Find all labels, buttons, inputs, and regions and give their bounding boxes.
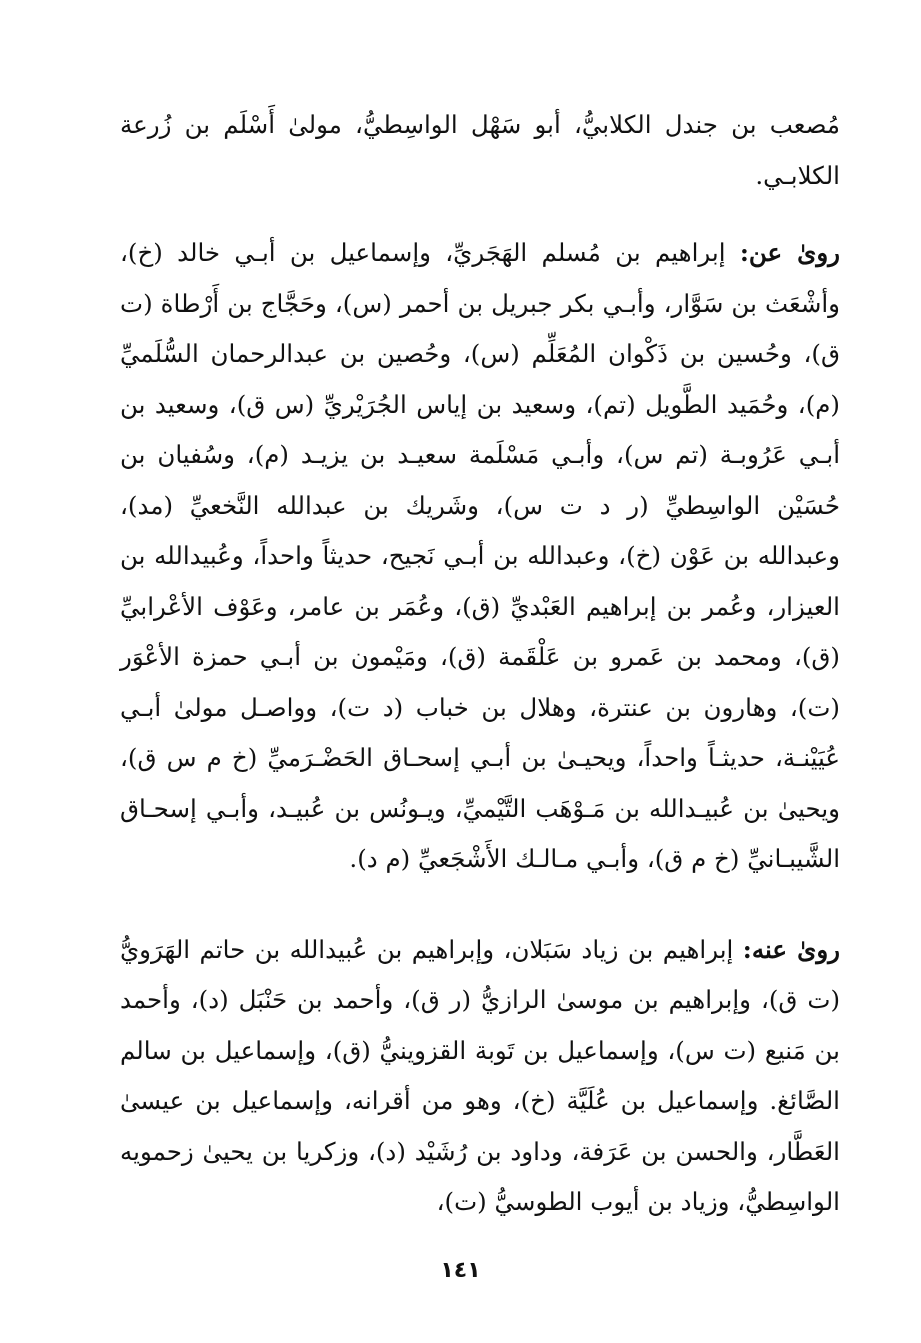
narrated-by-label: روىٰ عنه: (742, 934, 840, 964)
narrated-from-label: روىٰ عن: (739, 238, 841, 267)
narrated-by-paragraph (120, 925, 840, 1228)
narrated-by-text: إبراهيم بن زياد سَبَلان، وإبراهيم بن عُبيدالله بن حاتم الهَرَويُّ (ت ق)، وإبراهيم بن موسىٰ الرازيُّ (ر ق)، وأحمد بن حَنْبَل (د)، وأحمد بن مَنيع (ت س)، وإسماعيل بن تَوبة القزوينيُّ (ق)، وإسماعيل بن سالم الصَّائغ. وإسماعيل بن عُلَيَّة (خ)، وهو من أقرانه، وإسماعيل بن عيسىٰ العَطَّار، والحسن بن عَرَفة، وداود بن رُشَيْد (د)، وزكريا بن يحيىٰ زحمويه الواسِطيُّ، وزياد بن أيوب الطوسيُّ (ت)، (120, 934, 840, 1216)
biography-header-paragraph (120, 100, 840, 201)
document-page (120, 100, 840, 1280)
narrated-from-paragraph (120, 228, 840, 885)
biography-header-text: مُصعب بن جندل الكلابيُّ، أبو سَهْل الواسِطيُّ، مولىٰ أَسْلَم بن زُرعة الكلابـي. (120, 110, 840, 190)
page-number: ١٤١ (440, 1258, 481, 1283)
narrated-from-text: إبراهيم بن مُسلم الهَجَريِّ، وإسماعيل بن أبـي خالد (خ)، وأشْعَث بن سَوَّار، وأبـي بكر جبريل بن أحمر (س)، وحَجَّاج بن أَرْطاة (ت ق)، وحُسين بن ذَكْوان المُعَلِّم (س)، وحُصين بن عبدالرحمان السُّلَميِّ (م)، وحُمَيد الطَّويل (تم)، وسعيد بن إياس الجُرَيْريِّ (س ق)، وسعيد بن أبـي عَرُوبـة (تم س)، وأبـي مَسْلَمة سعيـد بن يزيـد (م)، وسُفيان بن حُسَيْن الواسِطيِّ (ر د ت س)، وشَريك بن عبدالله النَّخعيِّ (مد)، وعبدالله بن عَوْن (خ)، وعبدالله بن أبـي نَجيح، حديثاً واحداً، وعُبيدالله بن العيزار، وعُمر بن إبراهيم العَبْديِّ (ق)، وعُمَر بن عامر، وعَوْف الأعْرابيِّ (ق)، ومحمد بن عَمرو بن عَلْقَمة (ق)، ومَيْمون بن أبـي حمزة الأعْوَر (ت)، وهارون بن عنترة، وهلال بن خباب (د ت)، وواصـل مولىٰ أبـي عُيَيْنـة، حديثـاً واحداً، ويحيـىٰ بن أبـي إسحـاق الحَضْـرَميِّ (خ م س ق)، ويحيىٰ بن عُبيـدالله بن مَـوْهَب التَّيْميِّ، ويـونُس بن عُبيـد، وأبـي إسحـاق الشَّيبـانيِّ (خ م ق)، وأبـي مـالـك الأَشْجَعيِّ (م د). (120, 238, 840, 873)
